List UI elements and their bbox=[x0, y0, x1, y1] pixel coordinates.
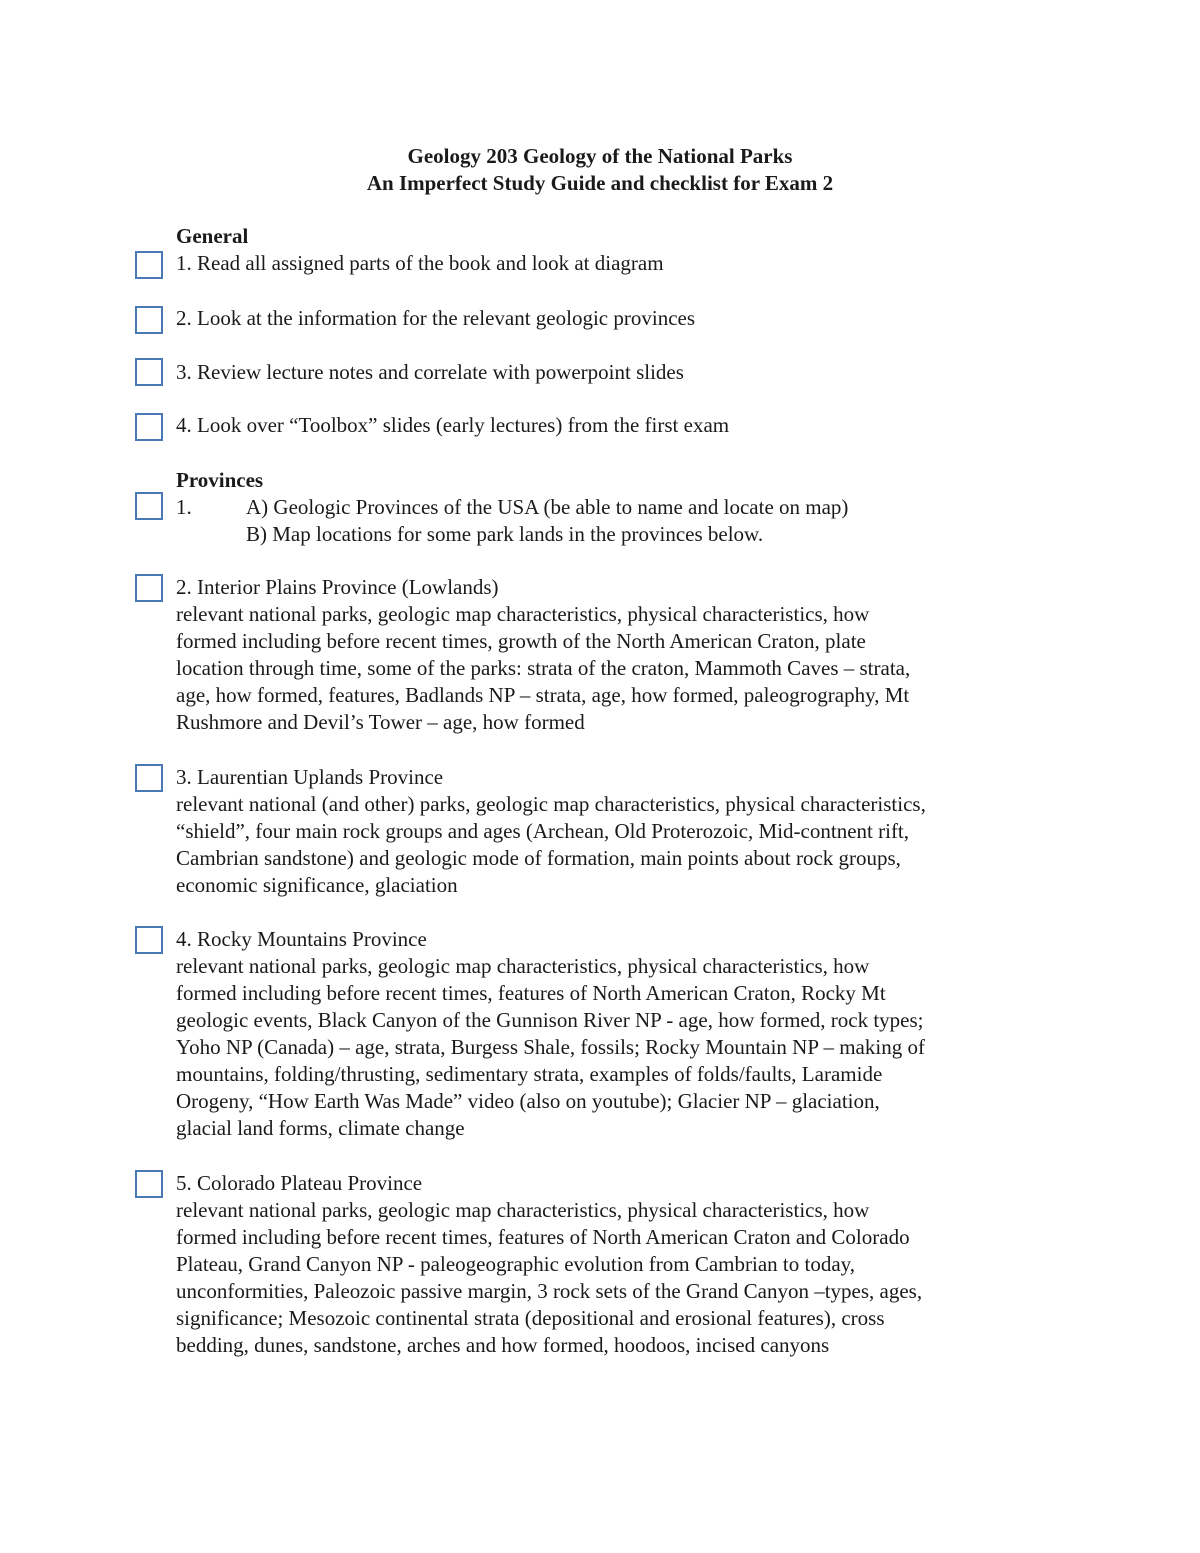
province-item-2-title: 2. Interior Plains Province (Lowlands) bbox=[176, 575, 499, 599]
general-item-2-checkbox[interactable] bbox=[135, 306, 163, 334]
province-item-4-title: 4. Rocky Mountains Province bbox=[176, 927, 427, 951]
province-item-4-line: geologic events, Black Canyon of the Gunnison River NP - age, how formed, rock types; bbox=[176, 1008, 924, 1032]
document-subtitle: An Imperfect Study Guide and checklist for Exam 2 bbox=[366, 171, 834, 195]
province-item-3-line: Cambrian sandstone) and geologic mode of formation, main points about rock groups, bbox=[176, 846, 901, 870]
province-item-5-line: formed including before recent times, features of North American Craton and Colorado bbox=[176, 1225, 910, 1249]
province-item-1-checkbox[interactable] bbox=[135, 492, 163, 520]
province-item-5-line: relevant national parks, geologic map characteristics, physical characteristics, how bbox=[176, 1198, 870, 1222]
document-title: Geology 203 Geology of the National Parks bbox=[407, 144, 793, 168]
province-item-5-line: significance; Mesozoic continental strata (depositional and erosional features), cross bbox=[176, 1306, 885, 1330]
province-item-1 bbox=[176, 494, 1036, 548]
province-item-2-line: location through time, some of the parks: strata of the craton, Mammoth Caves – strata, bbox=[176, 656, 911, 680]
province-item-3-line: relevant national (and other) parks, geologic map characteristics, physical characteristics, bbox=[176, 792, 926, 816]
general-item-2-text: 2. Look at the information for the relevant geologic provinces bbox=[176, 306, 696, 330]
province-item-1-line-b bbox=[176, 521, 1036, 548]
general-item-4-text: 4. Look over “Toolbox” slides (early lectures) from the first exam bbox=[176, 413, 730, 437]
province-item-1-number: 1. bbox=[176, 495, 192, 519]
general-item-3-text: 3. Review lecture notes and correlate with powerpoint slides bbox=[176, 360, 684, 384]
province-item-4-line: formed including before recent times, features of North American Craton, Rocky Mt bbox=[176, 981, 886, 1005]
province-item-5-line: unconformities, Paleozoic passive margin, 3 rock sets of the Grand Canyon –types, ages, bbox=[176, 1279, 923, 1303]
province-item-3-checkbox[interactable] bbox=[135, 764, 163, 792]
province-item-3-line: “shield”, four main rock groups and ages (Archean, Old Proterozoic, Mid-contnent rift, bbox=[176, 819, 910, 843]
province-item-5-line: bedding, dunes, sandstone, arches and how formed, hoodoos, incised canyons bbox=[176, 1333, 830, 1357]
province-item-2-checkbox[interactable] bbox=[135, 574, 163, 602]
general-item-4 bbox=[176, 412, 1036, 439]
province-item-1-line-a bbox=[176, 494, 1036, 521]
general-item-4-checkbox[interactable] bbox=[135, 413, 163, 441]
province-item-5-line: Plateau, Grand Canyon NP - paleogeographic evolution from Cambrian to today, bbox=[176, 1252, 856, 1276]
general-item-1 bbox=[176, 250, 1036, 277]
general-item-1-checkbox[interactable] bbox=[135, 251, 163, 279]
province-item-4-line: glacial land forms, climate change bbox=[176, 1116, 465, 1140]
province-item-5-checkbox[interactable] bbox=[135, 1170, 163, 1198]
province-item-1-a-text: A) Geologic Provinces of the USA (be able to name and locate on map) bbox=[246, 495, 849, 519]
general-item-1-text: 1. Read all assigned parts of the book and look at diagram bbox=[176, 251, 664, 275]
general-heading: General bbox=[176, 224, 249, 248]
provinces-heading: Provinces bbox=[176, 468, 264, 492]
province-item-1-b-text: B) Map locations for some park lands in the provinces below. bbox=[246, 522, 764, 546]
province-item-2-line: relevant national parks, geologic map characteristics, physical characteristics, how bbox=[176, 602, 870, 626]
province-item-3-title: 3. Laurentian Uplands Province bbox=[176, 765, 444, 789]
general-item-2 bbox=[176, 305, 1036, 332]
province-item-3-line: economic significance, glaciation bbox=[176, 873, 458, 897]
province-item-2-line: age, how formed, features, Badlands NP – strata, age, how formed, paleogrography, Mt bbox=[176, 683, 910, 707]
general-item-3 bbox=[176, 359, 1036, 386]
general-item-3-checkbox[interactable] bbox=[135, 358, 163, 386]
province-item-4-line: Orogeny, “How Earth Was Made” video (also on youtube); Glacier NP – glaciation, bbox=[176, 1089, 880, 1113]
province-item-4-line: relevant national parks, geologic map characteristics, physical characteristics, how bbox=[176, 954, 870, 978]
province-item-3 bbox=[176, 764, 1036, 899]
province-item-4-line: mountains, folding/thrusting, sedimentary strata, examples of folds/faults, Laramide bbox=[176, 1062, 883, 1086]
province-item-2-line: Rushmore and Devil’s Tower – age, how formed bbox=[176, 710, 585, 734]
province-item-4-checkbox[interactable] bbox=[135, 926, 163, 954]
province-item-4 bbox=[176, 926, 1036, 1142]
province-item-2-line: formed including before recent times, growth of the North American Craton, plate bbox=[176, 629, 866, 653]
province-item-5 bbox=[176, 1170, 1036, 1359]
province-item-5-title: 5. Colorado Plateau Province bbox=[176, 1171, 423, 1195]
province-item-4-line: Yoho NP (Canada) – age, strata, Burgess Shale, fossils; Rocky Mountain NP – making of bbox=[176, 1035, 925, 1059]
province-item-2 bbox=[176, 574, 1036, 736]
